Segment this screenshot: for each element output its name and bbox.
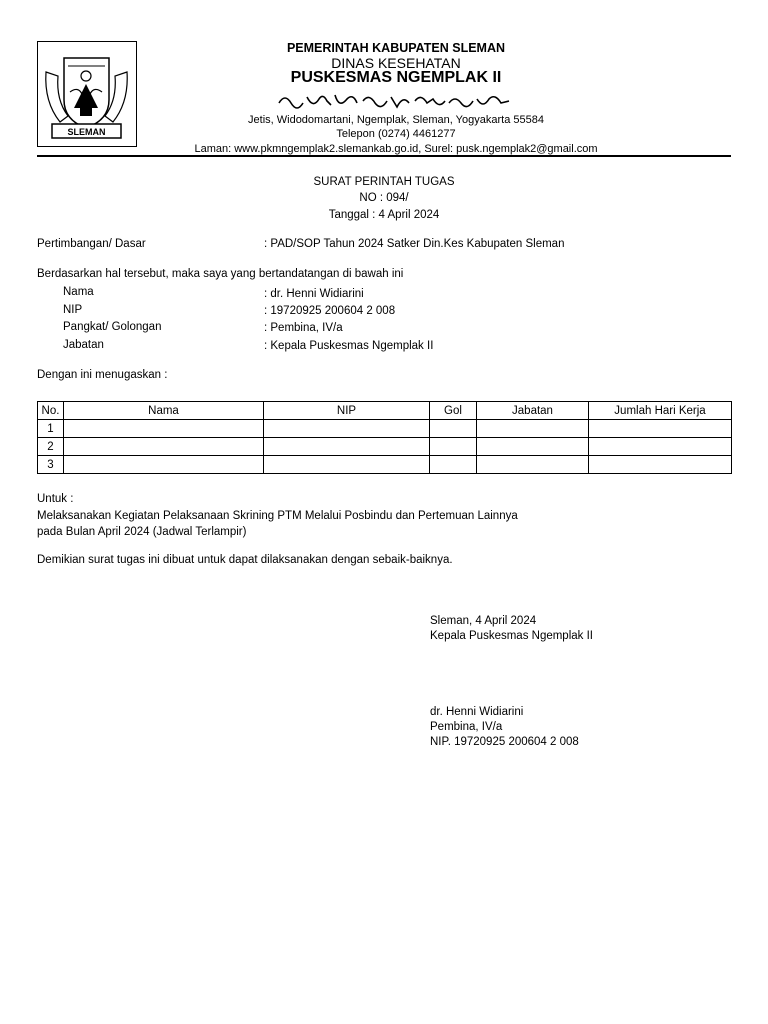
header-divider	[37, 155, 731, 157]
signature-position: Kepala Puskesmas Ngemplak II	[430, 630, 593, 642]
intro-text: Berdasarkan hal tersebut, maka saya yang bertandatangan di bawah ini	[37, 268, 404, 280]
signature-place-date: Sleman, 4 April 2024	[430, 615, 537, 627]
table-cell: 3	[38, 456, 64, 474]
table-cell	[477, 420, 589, 438]
signer-name-label: Nama	[63, 286, 94, 298]
signature-rank: Pembina, IV/a	[430, 721, 503, 733]
table-cell	[589, 456, 732, 474]
table-cell: 2	[38, 438, 64, 456]
table-row	[38, 420, 732, 438]
purpose-line-2: pada Bulan April 2024 (Jadwal Terlampir)	[37, 526, 247, 538]
header-government: PEMERINTAH KABUPATEN SLEMAN	[286, 41, 506, 55]
table-cell	[430, 420, 477, 438]
table-cell	[430, 438, 477, 456]
table-cell	[264, 420, 430, 438]
table-cell	[264, 438, 430, 456]
table-cell	[477, 456, 589, 474]
signer-rank-value: : Pembina, IV/a	[264, 322, 343, 334]
closing-text: Demikian surat tugas ini dibuat untuk dapat dilaksanakan dengan sebaik-baiknya.	[37, 554, 453, 566]
signer-name-value: : dr. Henni Widiarini	[264, 288, 364, 300]
table-cell	[477, 438, 589, 456]
assignment-table	[37, 401, 732, 474]
logo-label: SLEMAN	[67, 127, 106, 137]
letter-title: SURAT PERINTAH TUGAS	[313, 176, 455, 188]
signer-nip-value: : 19720925 200604 2 008	[264, 305, 396, 317]
header-institution: PUSKESMAS NGEMPLAK II	[290, 69, 502, 86]
table-header-row	[38, 402, 732, 420]
table-cell: 1	[38, 420, 64, 438]
basis-label: Pertimbangan/ Dasar	[37, 238, 146, 250]
signature-nip: NIP. 19720925 200604 2 008	[430, 736, 579, 748]
column-header: Gol	[430, 402, 477, 420]
table-cell	[64, 420, 264, 438]
table-cell	[589, 420, 732, 438]
table-row	[38, 456, 732, 474]
column-header: Nama	[64, 402, 264, 420]
table-cell	[589, 438, 732, 456]
assign-text: Dengan ini menugaskan :	[37, 369, 168, 381]
signer-position-value: : Kepala Puskesmas Ngemplak II	[264, 340, 434, 352]
header-web: Laman: www.pkmngemplak2.slemankab.go.id, Surel: pusk.ngemplak2@gmail.com	[194, 143, 598, 155]
header-phone: Telepon (0274) 4461277	[336, 128, 456, 140]
table-cell	[64, 438, 264, 456]
basis-value: : PAD/SOP Tahun 2024 Satker Din.Kes Kabupaten Sleman	[264, 238, 565, 250]
table-row	[38, 438, 732, 456]
column-header: Jabatan	[477, 402, 589, 420]
signer-rank-label: Pangkat/ Golongan	[63, 321, 162, 333]
purpose-label: Untuk :	[37, 493, 74, 505]
signer-position-label: Jabatan	[63, 339, 104, 351]
table-cell	[264, 456, 430, 474]
letter-number: NO : 094/	[359, 192, 409, 204]
column-header: No.	[38, 402, 64, 420]
letter-date: Tanggal : 4 April 2024	[328, 209, 440, 221]
column-header: NIP	[264, 402, 430, 420]
purpose-line-1: Melaksanakan Kegiatan Pelaksanaan Skrining PTM Melalui Posbindu dan Pertemuan Lainnya	[37, 510, 518, 522]
signer-nip-label: NIP	[63, 304, 83, 316]
table-cell	[430, 456, 477, 474]
header-department: DINAS KESEHATAN	[331, 55, 461, 71]
table-cell	[64, 456, 264, 474]
signature-name: dr. Henni Widiarini	[430, 706, 524, 718]
column-header: Jumlah Hari Kerja	[589, 402, 732, 420]
header-address: Jetis, Widodomartani, Ngemplak, Sleman, Yogyakarta 55584	[248, 114, 544, 126]
